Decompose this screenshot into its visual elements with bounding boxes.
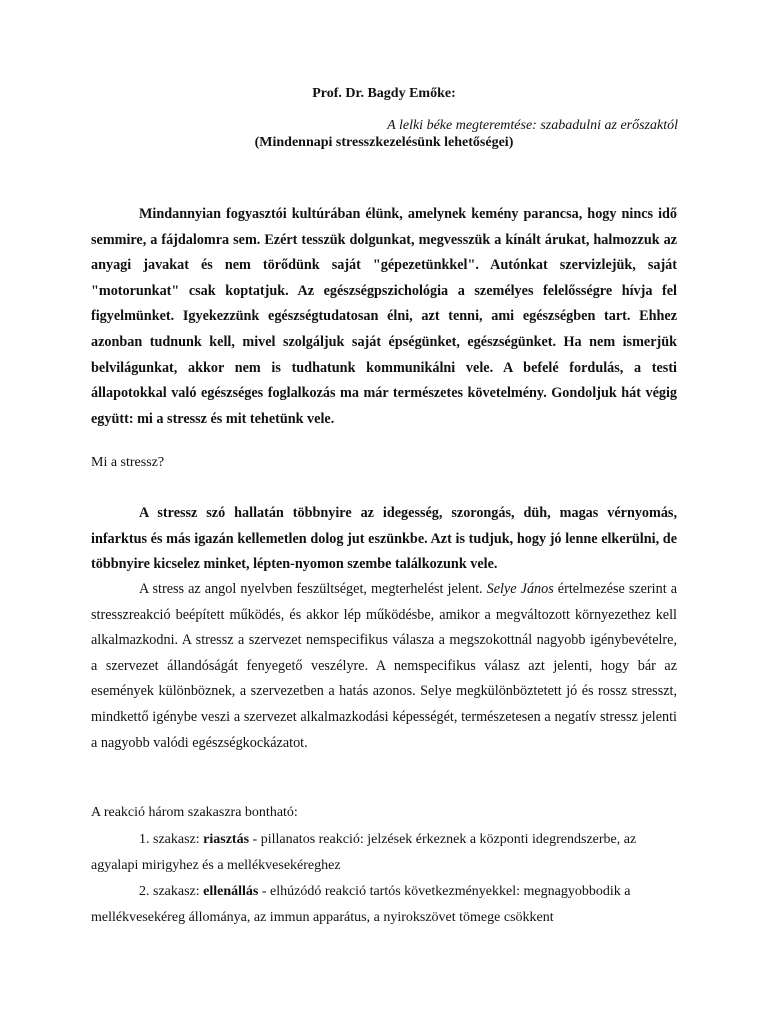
definition-text-after: értelmezése szerint a stresszreakció beépített működés, és akkor lép működésbe, amikor a megváltozott környezethez kell alkalmazkodni. A stressz a szervezet nemspecifikus válasza a megszokottnál nagyobb igénybevételre, a szervezet állandóságát fenyegető veszélyre. A nemspecifikus válasz azt jelenti, hogy bár az események különböznek, a szervezetben a hatás azonos. Selye megkülönböztetett jó és rossz stresszt, mindkettő igénybe veszi a szervezet alkalmazkodási képességét, természetesen a negatív stressz jelenti a nagyobb valódi egészségkockázatot. <box>91 581 677 751</box>
stage-term: riasztás <box>203 832 250 847</box>
document-title: A lelki béke megteremtése: szabadulni az erőszaktól <box>387 118 678 133</box>
stress-paragraph-bold-text: A stressz szó hallatán többnyire az idegesség, szorongás, düh, magas vérnyomás, infarktus és más igazán kellemetlen dolog jut eszünkbe. Azt is tudjuk, hogy jó lenne elkerülni, de többnyire kicselez minket, lépten-nyomon szembe találkozunk vele. <box>91 505 677 573</box>
stage-description: - elhúzódó reakció tartós következményekkel: megnagyobbodik a mellékvesekéreg állománya, az immun apparátus, a nyirokszövet tömege csökkent <box>91 884 631 925</box>
author-name: Prof. Dr. Bagdy Emőke: <box>312 86 456 101</box>
stage-term: ellenállás <box>203 884 259 899</box>
stress-paragraph-bold <box>91 501 677 578</box>
definition-text-before: A stress az angol nyelvben feszültséget, megterhelést jelent. <box>139 581 487 597</box>
stress-definition-paragraph <box>91 577 677 756</box>
section-question: Mi a stressz? <box>91 455 165 470</box>
stage-item <box>91 827 677 878</box>
definition-author-name: Selye János <box>486 581 554 597</box>
intro-paragraph <box>91 202 677 432</box>
stages-intro: A reakció három szakaszra bontható: <box>91 805 298 820</box>
stage-prefix: 1. szakasz: <box>139 832 204 847</box>
stage-description: - pillanatos reakció: jelzések érkeznek a központi idegrendszerbe, az agyalapi mirigyhez és a mellékvesekéreghez <box>91 832 637 873</box>
stage-item-text <box>91 879 677 930</box>
intro-paragraph-text: Mindannyian fogyasztói kultúrában élünk, amelynek kemény parancsa, hogy nincs idő semmire, a fájdalomra sem. Ezért tesszük dolgunkat, megvesszük a kínált árukat, halmozzuk az anyagi javakat és nem törődünk saját "gépezetünkkel". Autónkat szervizlejük, saját "motorunkat" csak koptatjuk. Az egészségpszichológia a személyes felelősségre hívja fel figyelmünket. Igyekezzünk egészségtudatosan élni, azt tenni, ami egészségben tart. Ehhez azonban tudnunk kell, mivel szolgáljuk saját épségünket, egészségünket. Ha nem ismerjük belvilágunkat, akkor nem is tudhatunk kommunikálni vele. A befelé fordulás, a testi állapotokkal való egészséges foglalkozás ma már természetes követelmény. Gondoljuk hát végig együtt: mi a stressz és mit tehetünk vele. <box>91 206 677 427</box>
stress-definition-text <box>91 577 677 756</box>
stage-item-text <box>91 827 677 878</box>
stage-item <box>91 879 677 930</box>
stage-prefix: 2. szakasz: <box>139 884 204 899</box>
document-subtitle: (Mindennapi stresszkezelésünk lehetőségei) <box>254 135 514 150</box>
